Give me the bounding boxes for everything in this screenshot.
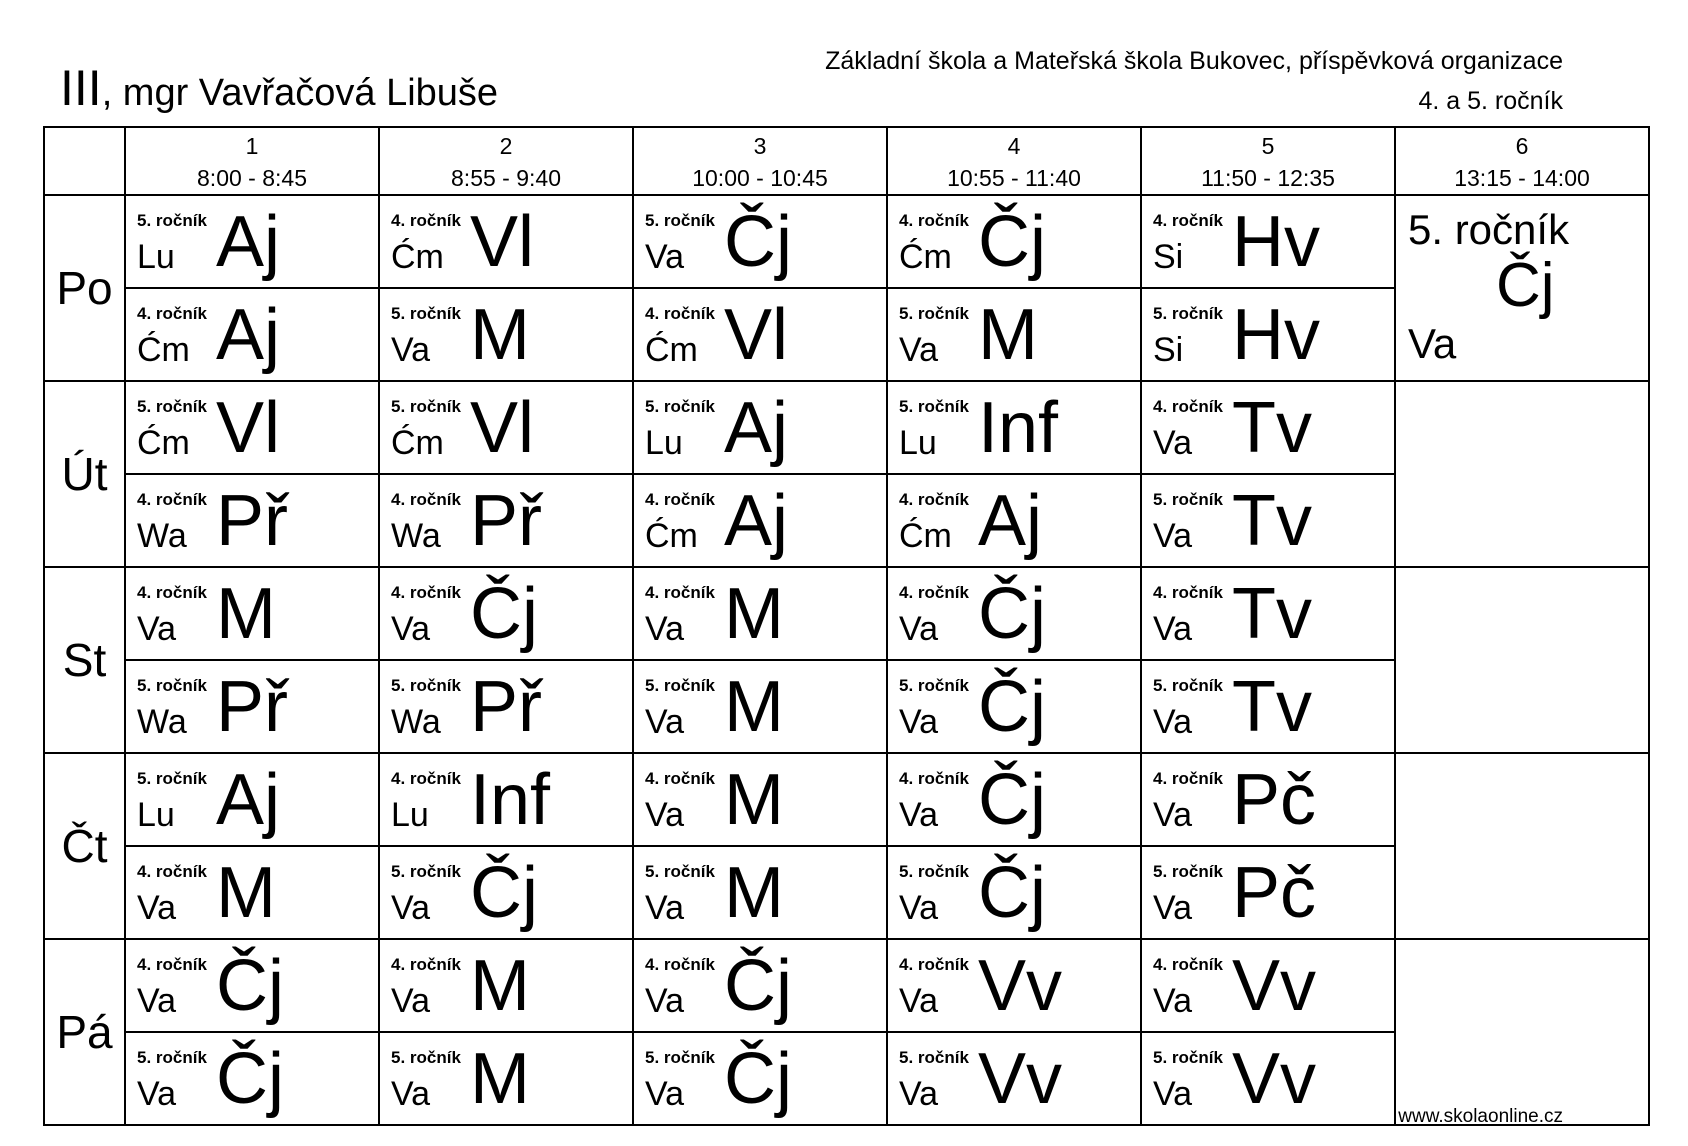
lesson-grade: 4. ročník (391, 769, 461, 788)
lesson-grade: 4. ročník (137, 955, 207, 974)
lesson-grade: 5. ročník (137, 676, 207, 695)
lesson-subject: Aj (216, 760, 281, 840)
lesson-cell (379, 474, 633, 567)
lesson-teacher: Va (899, 610, 939, 648)
lesson-teacher: Va (391, 610, 431, 648)
lesson-grade: 4. ročník (1153, 769, 1223, 788)
period-header-4 (887, 127, 1141, 195)
lesson-subject: Hv (1232, 295, 1320, 375)
lesson-teacher: Va (645, 610, 685, 648)
lesson-teacher: Va (645, 238, 685, 276)
timetable-row (44, 195, 1649, 288)
lesson-grade: 4. ročník (899, 769, 969, 788)
lesson-teacher: Va (1153, 610, 1193, 648)
lesson-subject: Tv (1232, 574, 1312, 654)
lesson-grade: 5. ročník (1153, 490, 1223, 509)
lesson-cell (1141, 753, 1395, 846)
lesson-subject: M (216, 853, 276, 933)
lesson-subject: Čj (470, 853, 538, 933)
lesson-cell (379, 567, 633, 660)
class-code: III (60, 60, 102, 116)
lesson-cell (887, 846, 1141, 939)
lesson-teacher: Va (391, 889, 431, 927)
lesson-subject: Aj (724, 481, 789, 561)
lesson-teacher: Va (899, 703, 939, 741)
lesson-teacher: Va (899, 1075, 939, 1113)
lesson-grade: 5. ročník (137, 1048, 207, 1067)
lesson-cell (125, 381, 379, 474)
lesson-grade: 5. ročník (391, 1048, 461, 1067)
lesson-cell (1141, 195, 1395, 288)
lesson-subject: M (470, 295, 530, 375)
lesson-grade: 5. ročník (899, 676, 969, 695)
lesson-subject: Tv (1232, 667, 1312, 747)
lesson-subject: M (724, 853, 784, 933)
lesson-grade: 5. ročník (1153, 304, 1223, 323)
lesson-grade: 4. ročník (645, 304, 715, 323)
lesson-grade: 4. ročník (1153, 211, 1223, 230)
lesson-cell (887, 195, 1141, 288)
lesson-teacher: Va (1153, 1075, 1193, 1113)
lesson-teacher: Wa (137, 703, 187, 741)
lesson-teacher: Wa (391, 703, 441, 741)
lesson-grade: 4. ročník (899, 490, 969, 509)
lesson-teacher: Va (137, 982, 177, 1020)
lesson-teacher: Va (899, 331, 939, 369)
lesson-grade: 5. ročník (1153, 1048, 1223, 1067)
lesson-cell (379, 660, 633, 753)
lesson-grade: 5. ročník (645, 211, 715, 230)
lesson-teacher: Va (137, 1075, 177, 1113)
lesson-cell (125, 567, 379, 660)
lesson-teacher: Ćm (391, 424, 444, 462)
lesson-cell (887, 939, 1141, 1032)
lesson-grade: 5. ročník (391, 304, 461, 323)
lesson-cell (379, 1032, 633, 1125)
lesson-cell (125, 474, 379, 567)
lesson-cell (1141, 288, 1395, 381)
lesson-subject: Tv (1232, 481, 1312, 561)
lesson-subject: Čj (470, 574, 538, 654)
corner-cell (44, 127, 125, 195)
lesson-subject: Inf (470, 760, 551, 840)
period-header-6 (1395, 127, 1649, 195)
lesson-grade: 4. ročník (137, 490, 207, 509)
period-number: 4 (1007, 133, 1021, 159)
lesson-grade: 4. ročník (645, 955, 715, 974)
lesson-teacher: Va (645, 1075, 685, 1113)
lesson-cell (125, 939, 379, 1032)
lesson-subject: M (724, 667, 784, 747)
day-label: Po (44, 195, 125, 381)
lesson-grade: 4. ročník (899, 211, 969, 230)
lesson-subject: Vv (1232, 1039, 1317, 1119)
lesson-cell (379, 846, 633, 939)
lesson-subject: Čj (724, 1039, 792, 1119)
lesson-grade: 4. ročník (1153, 397, 1223, 416)
period-time: 8:00 - 8:45 (197, 165, 307, 191)
lesson-subject: Př (216, 481, 288, 561)
period-number: 6 (1515, 133, 1529, 159)
lesson-teacher: Va (899, 982, 939, 1020)
empty-cell-period-6 (1395, 567, 1649, 753)
lesson-teacher: Va (645, 703, 685, 741)
timetable-row (44, 381, 1649, 474)
lesson-grade: 5. ročník (899, 862, 969, 881)
period-header-2 (379, 127, 633, 195)
day-label: St (44, 567, 125, 753)
lesson-grade: 5. ročník (899, 1048, 969, 1067)
lesson-grade: 4. ročník (645, 583, 715, 602)
lesson-cell-period-6 (1395, 195, 1649, 381)
lesson-subject: Aj (724, 388, 789, 468)
lesson-subject: Čj (978, 202, 1046, 282)
lesson-subject: Př (216, 667, 288, 747)
lesson-subject: Aj (216, 295, 281, 375)
lesson-cell (379, 753, 633, 846)
timetable-row (44, 567, 1649, 660)
period-time: 11:50 - 12:35 (1201, 165, 1335, 191)
lesson-grade: 5. ročník (899, 397, 969, 416)
lesson-cell (887, 474, 1141, 567)
lesson-teacher: Ćm (137, 331, 190, 369)
class-title (60, 60, 498, 121)
lesson-subject: Čj (216, 946, 284, 1026)
lesson-cell (125, 846, 379, 939)
lesson-teacher: Lu (137, 238, 175, 276)
lesson-cell (379, 288, 633, 381)
period-time: 10:00 - 10:45 (692, 165, 828, 191)
lesson-grade: 4. ročník (1153, 583, 1223, 602)
period-number: 1 (245, 133, 259, 159)
period-header-row (44, 127, 1649, 195)
empty-cell-period-6 (1395, 753, 1649, 939)
lesson-cell (633, 195, 887, 288)
lesson-subject: Vl (470, 388, 535, 468)
period-header-5 (1141, 127, 1395, 195)
lesson-teacher: Ćm (137, 424, 190, 462)
lesson-cell (887, 567, 1141, 660)
lesson-cell (633, 753, 887, 846)
lesson-subject: Př (470, 667, 542, 747)
lesson-teacher: Lu (391, 796, 429, 834)
lesson-subject: M (216, 574, 276, 654)
period-number: 5 (1261, 133, 1275, 159)
lesson-subject: M (470, 1039, 530, 1119)
lesson-grade: 4. ročník (391, 955, 461, 974)
lesson-teacher: Va (1408, 320, 1457, 367)
lesson-teacher: Va (137, 889, 177, 927)
lesson-cell (633, 846, 887, 939)
day-label: Út (44, 381, 125, 567)
grade-range: 4. a 5. ročník (1418, 87, 1563, 115)
lesson-subject: Čj (978, 574, 1046, 654)
lesson-teacher: Lu (645, 424, 683, 462)
lesson-subject: Čj (216, 1039, 284, 1119)
period-time: 10:55 - 11:40 (947, 165, 1081, 191)
timetable (43, 126, 1650, 1126)
lesson-grade: 5. ročník (391, 397, 461, 416)
lesson-subject: M (724, 574, 784, 654)
lesson-cell (887, 381, 1141, 474)
lesson-cell (1141, 474, 1395, 567)
lesson-cell (633, 567, 887, 660)
lesson-cell (379, 939, 633, 1032)
lesson-cell (1141, 846, 1395, 939)
lesson-teacher: Ćm (899, 517, 952, 555)
lesson-grade: 4. ročník (391, 583, 461, 602)
lesson-teacher: Ćm (899, 238, 952, 276)
lesson-subject: Pč (1232, 760, 1317, 840)
period-header-1 (125, 127, 379, 195)
lesson-subject: Pč (1232, 853, 1317, 933)
lesson-grade: 5. ročník (645, 676, 715, 695)
lesson-teacher: Lu (899, 424, 937, 462)
lesson-teacher: Va (1153, 796, 1193, 834)
lesson-teacher: Si (1153, 331, 1184, 369)
lesson-teacher: Va (1153, 424, 1193, 462)
lesson-teacher: Ćm (645, 331, 698, 369)
lesson-cell (1141, 939, 1395, 1032)
day-label: Pá (44, 939, 125, 1125)
period-header-3 (633, 127, 887, 195)
lesson-teacher: Va (899, 796, 939, 834)
lesson-cell (125, 288, 379, 381)
lesson-subject: Inf (978, 388, 1059, 468)
lesson-teacher: Va (645, 982, 685, 1020)
lesson-cell (887, 1032, 1141, 1125)
lesson-subject: Čj (978, 853, 1046, 933)
lesson-teacher: Lu (137, 796, 175, 834)
lesson-grade: 4. ročník (1153, 955, 1223, 974)
lesson-cell (633, 288, 887, 381)
lesson-grade: 4. ročník (899, 955, 969, 974)
lesson-grade: 4. ročník (899, 583, 969, 602)
lesson-teacher: Va (1153, 982, 1193, 1020)
lesson-cell (125, 753, 379, 846)
lesson-grade: 5. ročník (1153, 676, 1223, 695)
lesson-subject: Čj (978, 760, 1046, 840)
lesson-subject: Vl (470, 202, 535, 282)
lesson-cell (1141, 381, 1395, 474)
lesson-grade: 5. ročník (391, 862, 461, 881)
lesson-subject: Čj (1496, 251, 1555, 320)
lesson-teacher: Wa (391, 517, 441, 555)
lesson-teacher: Va (899, 889, 939, 927)
lesson-teacher: Ćm (645, 517, 698, 555)
period-time: 13:15 - 14:00 (1454, 165, 1590, 191)
lesson-subject: Tv (1232, 388, 1312, 468)
lesson-subject: Vv (978, 1039, 1063, 1119)
lesson-grade: 5. ročník (137, 397, 207, 416)
lesson-cell (633, 381, 887, 474)
lesson-cell (887, 288, 1141, 381)
lesson-teacher: Si (1153, 238, 1184, 276)
lesson-grade: 5. ročník (137, 769, 207, 788)
lesson-teacher: Va (1153, 703, 1193, 741)
lesson-cell (1141, 660, 1395, 753)
lesson-subject: Vv (1232, 946, 1317, 1026)
lesson-cell (125, 195, 379, 288)
period-number: 3 (753, 133, 767, 159)
lesson-cell (1141, 567, 1395, 660)
timetable-row (44, 753, 1649, 846)
lesson-subject: Čj (978, 667, 1046, 747)
lesson-teacher: Va (391, 1075, 431, 1113)
lesson-grade: 5. ročník (645, 862, 715, 881)
lesson-cell (1141, 1032, 1395, 1125)
timetable-row (44, 939, 1649, 1032)
lesson-subject: Aj (978, 481, 1043, 561)
empty-cell-period-6 (1395, 381, 1649, 567)
empty-cell-period-6 (1395, 939, 1649, 1125)
lesson-teacher: Ćm (391, 238, 444, 276)
lesson-subject: Př (470, 481, 542, 561)
lesson-cell (379, 381, 633, 474)
lesson-teacher: Va (1153, 517, 1193, 555)
lesson-cell (633, 660, 887, 753)
lesson-subject: Vl (216, 388, 281, 468)
lesson-grade: 5. ročník (1408, 206, 1570, 253)
lesson-teacher: Va (645, 796, 685, 834)
day-label: Čt (44, 753, 125, 939)
lesson-grade: 4. ročník (137, 862, 207, 881)
lesson-teacher: Wa (137, 517, 187, 555)
lesson-grade: 4. ročník (391, 211, 461, 230)
lesson-subject: M (724, 760, 784, 840)
lesson-subject: Vv (978, 946, 1063, 1026)
lesson-cell (887, 753, 1141, 846)
lesson-cell (887, 660, 1141, 753)
lesson-grade: 5. ročník (645, 397, 715, 416)
school-name: Základní škola a Mateřská škola Bukovec, příspěvková organizace (825, 47, 1563, 75)
lesson-subject: Vl (724, 295, 789, 375)
period-number: 2 (499, 133, 513, 159)
lesson-grade: 4. ročník (391, 490, 461, 509)
class-teacher: , mgr Vavřačová Libuše (101, 72, 499, 114)
lesson-grade: 5. ročník (1153, 862, 1223, 881)
lesson-subject: Hv (1232, 202, 1320, 282)
lesson-teacher: Va (391, 982, 431, 1020)
lesson-cell (125, 1032, 379, 1125)
lesson-grade: 4. ročník (645, 769, 715, 788)
lesson-cell (125, 660, 379, 753)
lesson-grade: 4. ročník (645, 490, 715, 509)
lesson-teacher: Va (137, 610, 177, 648)
lesson-grade: 5. ročník (645, 1048, 715, 1067)
lesson-cell (379, 195, 633, 288)
lesson-subject: Čj (724, 946, 792, 1026)
lesson-subject: M (978, 295, 1038, 375)
footer-url: www.skolaonline.cz (1398, 1106, 1563, 1127)
lesson-cell (633, 474, 887, 567)
lesson-grade: 5. ročník (899, 304, 969, 323)
lesson-cell (633, 939, 887, 1032)
lesson-subject: Čj (724, 202, 792, 282)
lesson-teacher: Va (391, 331, 431, 369)
period-time: 8:55 - 9:40 (451, 165, 561, 191)
lesson-teacher: Va (1153, 889, 1193, 927)
lesson-grade: 4. ročník (137, 583, 207, 602)
lesson-cell (633, 1032, 887, 1125)
lesson-teacher: Va (645, 889, 685, 927)
lesson-grade: 5. ročník (137, 211, 207, 230)
lesson-grade: 4. ročník (137, 304, 207, 323)
lesson-grade: 5. ročník (391, 676, 461, 695)
lesson-subject: M (470, 946, 530, 1026)
lesson-subject: Aj (216, 202, 281, 282)
